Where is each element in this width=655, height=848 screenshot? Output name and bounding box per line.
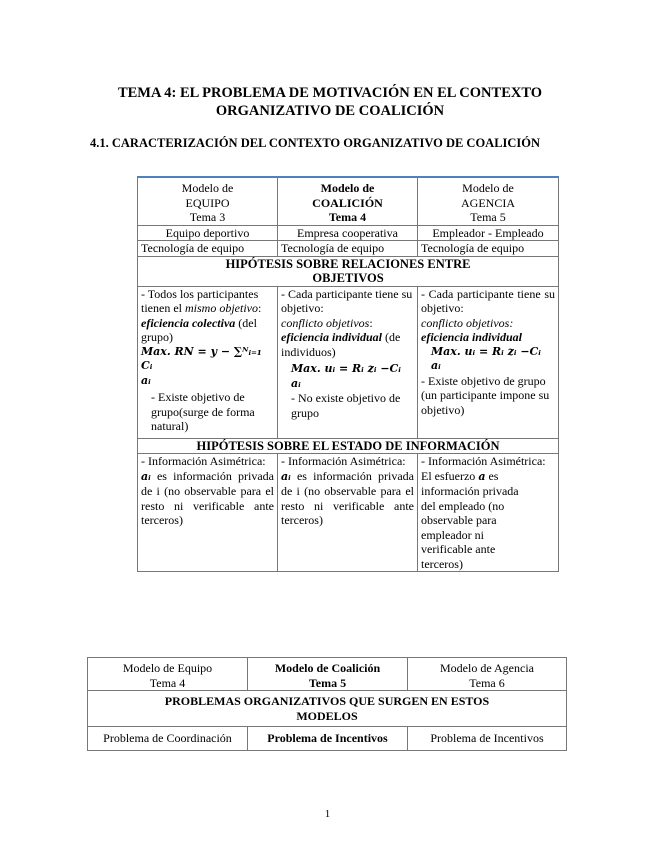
- coalition-problem: Problema de Incentivos: [248, 727, 408, 751]
- text: es información privada de i (no observable para el resto ni verificable ante terceros): [141, 468, 274, 527]
- table-row: [138, 241, 559, 257]
- objectives-section-header: [138, 256, 559, 286]
- text: es información privada del empleado (no observable para empleador ni verificable ante terceros): [421, 468, 519, 571]
- text: mismo objetivo: [184, 301, 258, 315]
- agency-information-cell: [418, 454, 559, 572]
- text: eficiencia colectiva: [141, 315, 236, 330]
- header-line: Modelo de Agencia: [440, 661, 534, 675]
- coalition-group-objective: - No existe objetivo de grupo: [291, 391, 401, 420]
- team-formula-subscript: aᵢ: [141, 373, 151, 387]
- coalition-info-type: - Información Asimétrica:: [281, 454, 406, 468]
- information-section-header: HIPÓTESIS SOBRE EL ESTADO DE INFORMACIÓN: [138, 438, 559, 454]
- problems-section-header: [88, 691, 567, 727]
- header-line: Tema 5: [470, 210, 506, 224]
- table-row: [88, 658, 567, 691]
- agency-problem: Problema de Incentivos: [408, 727, 567, 751]
- section-heading: 4.1. CARACTERIZACIÓN DEL CONTEXTO ORGANIZATIVO DE COALICIÓN: [90, 136, 541, 150]
- coalition-formula: Max. uᵢ = Rᵢ zᵢ −Cᵢ: [291, 362, 401, 375]
- agency-info-type: - Información Asimétrica:: [421, 454, 546, 468]
- team-model-header: [138, 177, 278, 225]
- text: aᵢ: [141, 469, 151, 483]
- agency-model-header: [418, 177, 559, 225]
- problems-section-title: PROBLEMAS ORGANIZATIVOS QUE SURGEN EN ESTOS MODELOS: [164, 694, 490, 723]
- header-line: AGENCIA: [461, 195, 515, 210]
- text: - Todos los participantes tienen el: [141, 286, 259, 315]
- objectives-section-title: HIPÓTESIS SOBRE RELACIONES ENTRE OBJETIVOS: [225, 256, 471, 285]
- table-row: [138, 177, 559, 225]
- organizational-problems-table: [87, 657, 567, 751]
- team-objective-text: [141, 287, 274, 316]
- text: eficiencia individual: [281, 330, 382, 344]
- coalition-info-text: [281, 469, 414, 528]
- header-line: Modelo de Equipo: [122, 661, 213, 675]
- coalition-efficiency-text: [281, 330, 414, 359]
- header-line: Tema 4: [149, 675, 186, 690]
- table-row: [138, 454, 559, 572]
- team-problem: Problema de Coordinación: [88, 727, 248, 751]
- team-example: Equipo deportivo: [138, 225, 278, 241]
- team-info-type: - Información Asimétrica:: [141, 454, 266, 468]
- table-row: [88, 727, 567, 751]
- team-information-cell: [138, 454, 278, 572]
- text: :: [369, 315, 373, 330]
- coalition-objectives-cell: [278, 286, 418, 438]
- header-line: Modelo de Coalición: [274, 661, 381, 675]
- header-line: Modelo de: [320, 181, 375, 195]
- models-characterization-table: [137, 176, 559, 572]
- table-row: [138, 438, 559, 454]
- team-efficiency-text: [141, 316, 274, 345]
- title-line-1: TEMA 4: EL PROBLEMA DE MOTIVACIÓN EN EL CONTEXTO: [117, 85, 543, 101]
- text: :: [257, 301, 262, 315]
- header-line: Tema 3: [189, 210, 226, 224]
- team-objectives-cell: [138, 286, 278, 438]
- team-technology: Tecnología de equipo: [138, 241, 278, 257]
- text: - Cada participante tiene su objetivo:: [421, 286, 555, 315]
- agency-formula: Max. uᵢ = Rᵢ zᵢ −Cᵢ: [431, 344, 541, 358]
- team-info-text: [141, 469, 274, 528]
- header-line: Modelo de: [181, 181, 234, 195]
- coalition-objective-text: [281, 287, 414, 331]
- agency-technology: Tecnología de equipo: [418, 241, 559, 257]
- agency-group-objective: - Existe objetivo de grupo (un participante impone su objetivo): [421, 373, 550, 417]
- page-number: 1: [324, 808, 331, 820]
- text: es información privada de i (no observable para el resto ni verificable ante terceros): [281, 468, 414, 527]
- coalition-model-header: [248, 658, 408, 691]
- header-line: COALICIÓN: [312, 195, 383, 210]
- table-row: [138, 256, 559, 286]
- team-model-header: [88, 658, 248, 691]
- coalition-information-cell: [278, 454, 418, 572]
- text: a: [478, 469, 486, 483]
- text: (de individuos): [281, 330, 401, 359]
- coalition-formula-subscript: aᵢ: [291, 376, 301, 390]
- agency-efficiency-text: eficiencia individual: [421, 330, 522, 344]
- text: aᵢ: [281, 469, 291, 483]
- table-row: [138, 225, 559, 241]
- document-title: [60, 84, 600, 120]
- header-line: EQUIPO: [185, 195, 230, 210]
- team-formula: Max. RN = y − ∑ᴺᵢ₌₁ Cᵢ: [141, 344, 262, 372]
- team-group-objective: - Existe objetivo de grupo(surge de forma natural): [151, 390, 255, 433]
- agency-objective-text: [421, 287, 555, 331]
- agency-info-text: [421, 469, 555, 572]
- text: (del grupo): [141, 315, 257, 344]
- header-line: Tema 5: [308, 675, 347, 690]
- table-row: [138, 286, 559, 438]
- text: - Cada participante tiene su objetivo:: [281, 286, 413, 315]
- agency-objectives-cell: [418, 286, 559, 438]
- coalition-model-header: [278, 177, 418, 225]
- text: conflicto objetivos:: [421, 315, 514, 330]
- header-line: Modelo de: [462, 181, 514, 195]
- title-line-2: ORGANIZATIVO DE COALICIÓN: [215, 103, 445, 119]
- table-row: [88, 691, 567, 727]
- coalition-example: Empresa cooperativa: [278, 225, 418, 241]
- agency-formula-subscript: aᵢ: [431, 359, 441, 372]
- header-line: Tema 6: [469, 675, 505, 690]
- header-line: Tema 4: [328, 210, 367, 224]
- agency-example: Empleador - Empleado: [418, 225, 559, 241]
- coalition-technology: Tecnología de equipo: [278, 241, 418, 257]
- agency-model-header: [408, 658, 567, 691]
- text: El esfuerzo: [421, 468, 479, 483]
- text: conflicto objetivos: [281, 315, 370, 330]
